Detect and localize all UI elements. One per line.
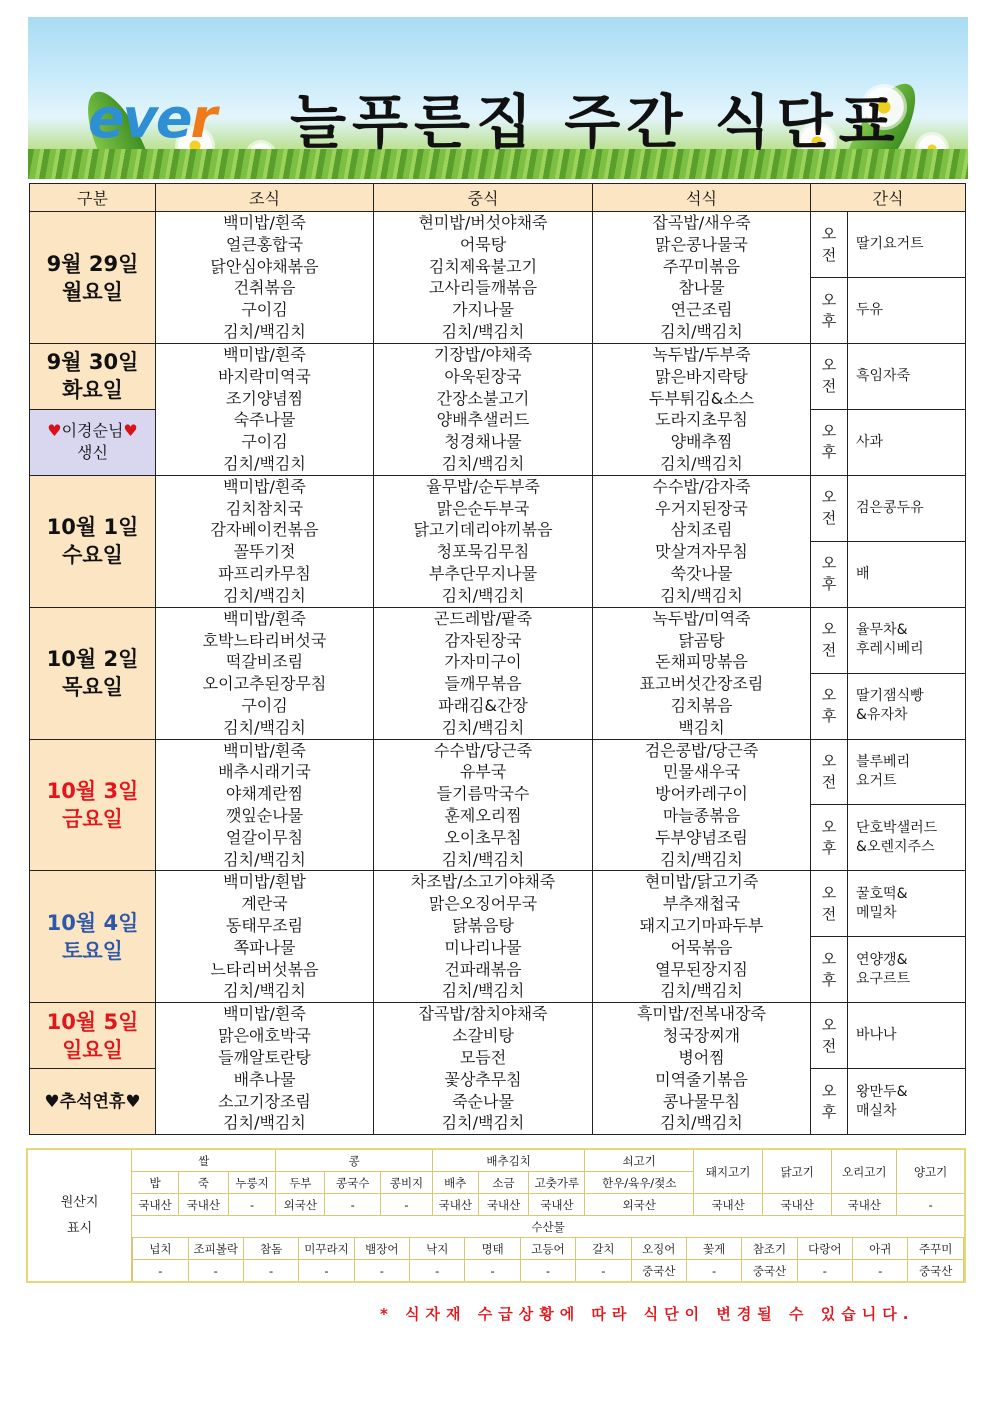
- holiday-note: [30, 1069, 156, 1135]
- menu-item: 청경채나물: [444, 432, 522, 452]
- origin-label: [27, 1149, 132, 1282]
- menu-item: 닭안심야채볶음: [210, 256, 319, 276]
- origin-item: 배추: [432, 1172, 478, 1194]
- menu-item: 구이김: [241, 300, 288, 320]
- lunch-cell: [374, 739, 593, 871]
- menu-item: 가지나물: [452, 300, 514, 320]
- snack-am: 바나나: [848, 1003, 966, 1069]
- menu-item: 오이고추된장무침: [202, 674, 327, 694]
- menu-item: 훈제오리찜: [444, 805, 522, 825]
- menu-item: 김치/백김치: [660, 981, 743, 1001]
- origin-item: 죽: [178, 1172, 228, 1194]
- seafood-value: -: [354, 1260, 409, 1282]
- menu-item: 김치/백김치: [660, 849, 743, 869]
- pm-label: 오 후: [811, 409, 848, 475]
- origin-value: 국내산: [694, 1194, 763, 1216]
- seafood-item: 참돔: [243, 1238, 298, 1260]
- menu-item: 참나물: [678, 278, 725, 298]
- ever-logo: ever: [88, 87, 216, 150]
- snack-pm: 연양갱& 요구르트: [848, 937, 966, 1003]
- origin-value: 국내산: [178, 1194, 228, 1216]
- day-date: 10월 3일: [46, 778, 139, 803]
- pm-label: 오 후: [811, 805, 848, 871]
- menu-item: 구이김: [241, 432, 288, 452]
- menu-item: 들깨알토란탕: [218, 1047, 311, 1067]
- menu-item: 얼큰홍합국: [225, 234, 304, 254]
- lunch-cell: [374, 1003, 593, 1135]
- snack-pm: 사과: [848, 409, 966, 475]
- menu-item: 김치/백김치: [441, 321, 525, 341]
- dinner-cell: [593, 871, 811, 1003]
- origin-item: 한우/육우/젖소: [585, 1172, 694, 1194]
- seafood-item: 아귀: [853, 1238, 908, 1260]
- menu-item: 소갈비탕: [452, 1026, 514, 1046]
- heart-icon: ♥: [123, 421, 138, 441]
- menu-item: 소고기장조림: [218, 1091, 311, 1111]
- lunch-cell: [374, 475, 593, 607]
- day-row: [30, 475, 966, 541]
- menu-item: 녹두밥/미역죽: [652, 608, 751, 628]
- change-notice: * 식자재 수급상황에 따라 식단이 변경될 수 있습니다.: [380, 1305, 915, 1323]
- day-weekday: 금요일: [62, 806, 123, 831]
- menu-item: 율무밥/순두부죽: [426, 476, 540, 496]
- menu-item: 연근조림: [670, 300, 733, 320]
- seafood-value: -: [299, 1260, 354, 1282]
- menu-item: 미역줄기볶음: [655, 1069, 748, 1089]
- am-label: 오 전: [811, 212, 848, 278]
- menu-body: [30, 212, 966, 1135]
- menu-item: 두부튀김&소스: [648, 388, 755, 408]
- menu-item: 얼갈이무침: [225, 827, 304, 847]
- dinner-cell: [593, 739, 811, 871]
- origin-group: 돼지고기: [694, 1149, 763, 1194]
- snack-am: 꿀호떡& 메밀차: [848, 871, 966, 937]
- origin-label-1: 원산지: [60, 1194, 99, 1210]
- day-label: [30, 607, 156, 739]
- menu-item: 김치/백김치: [223, 585, 306, 605]
- menu-item: 유부국: [459, 762, 507, 782]
- menu-item: 어묵볶음: [670, 937, 733, 957]
- pm-label: 오 후: [811, 673, 848, 739]
- menu-item: 부추재첩국: [662, 894, 741, 914]
- seafood-item: 고등어: [520, 1238, 575, 1260]
- menu-item: 김치/백김치: [223, 849, 306, 869]
- day-date: 10월 5일: [46, 1009, 139, 1034]
- menu-item: 돼지고기마파두부: [639, 915, 764, 935]
- dinner-cell: [593, 1003, 811, 1135]
- origin-value: 국내산: [832, 1194, 897, 1216]
- seafood-value: -: [853, 1260, 908, 1282]
- menu-item: 닭볶음탕: [452, 915, 514, 935]
- seafood-item: 다랑어: [797, 1238, 852, 1260]
- menu-item: 파래김&간장: [438, 695, 528, 715]
- menu-item: 건취볶음: [233, 278, 296, 298]
- menu-item: 양배추샐러드: [436, 410, 530, 430]
- menu-item: 현미밥/버섯야채죽: [418, 213, 548, 232]
- menu-item: 호박느타리버섯국: [202, 630, 327, 650]
- heart-icon: ♥: [125, 1091, 141, 1112]
- breakfast-cell: [156, 212, 374, 344]
- menu-item: 삼치조림: [670, 520, 733, 540]
- menu-item: 김치/백김치: [660, 453, 743, 473]
- lunch-cell: [374, 212, 593, 344]
- menu-item: 표고버섯간장조림: [639, 674, 764, 694]
- pm-label: 오 후: [811, 541, 848, 607]
- menu-item: 콩나물무침: [662, 1091, 741, 1111]
- day-weekday: 수요일: [62, 543, 123, 568]
- day-date: 9월 30일: [46, 350, 139, 375]
- menu-item: 검은콩밥/당근죽: [644, 740, 759, 760]
- menu-item: 김치/백김치: [660, 585, 743, 605]
- menu-item: 부추단무지나물: [428, 563, 538, 583]
- menu-item: 열무된장지짐: [655, 959, 748, 979]
- seafood-items-row: [132, 1238, 965, 1283]
- page-title: 늘푸른집 주간 식단표: [290, 88, 901, 156]
- snack-am: 흑임자죽: [848, 344, 966, 410]
- seafood-value: -: [133, 1260, 188, 1282]
- snack-pm: 딸기잼식빵 &유자차: [848, 673, 966, 739]
- seafood-item: 명태: [465, 1238, 520, 1260]
- menu-item: 수수밥/당근죽: [433, 740, 533, 760]
- origin-value: -: [897, 1194, 965, 1216]
- menu-item: 떡갈비조림: [225, 652, 304, 672]
- origin-item: 콩국수: [325, 1172, 381, 1194]
- day-label: [30, 739, 156, 871]
- snack-am: 율무차& 후레시베리: [848, 607, 966, 673]
- menu-item: 조기양념찜: [225, 388, 304, 408]
- snack-header: 간식: [811, 184, 966, 212]
- menu-item: 깻잎순나물: [225, 805, 304, 825]
- pm-label: 오 후: [811, 278, 848, 344]
- menu-item: 계란국: [241, 894, 288, 914]
- menu-item: 맑은오징어무국: [428, 894, 538, 914]
- seafood-value: -: [243, 1260, 298, 1282]
- day-weekday: 화요일: [62, 378, 123, 403]
- day-label: [30, 475, 156, 607]
- breakfast-cell: [156, 1003, 374, 1135]
- seafood-value: -: [188, 1260, 243, 1282]
- menu-item: 모듬전: [459, 1047, 507, 1067]
- breakfast-header: 조식: [156, 184, 374, 212]
- menu-header-row: [30, 184, 966, 212]
- menu-item: 김치/백김치: [441, 453, 525, 473]
- menu-item: 김치/백김치: [223, 717, 306, 737]
- menu-item: 민물새우국: [662, 762, 741, 782]
- menu-item: 김치참치국: [225, 498, 304, 518]
- day-weekday: 월요일: [62, 279, 123, 304]
- menu-item: 아욱된장국: [444, 366, 522, 386]
- seafood-item: 주꾸미: [908, 1238, 964, 1260]
- menu-item: 백미밥/흰죽: [223, 1004, 306, 1024]
- origin-group: 쇠고기: [585, 1149, 694, 1172]
- menu-item: 맑은애호박국: [218, 1026, 311, 1046]
- menu-item: 구이김: [241, 695, 288, 715]
- am-label: 오 전: [811, 344, 848, 410]
- menu-item: 쑥갓나물: [670, 563, 733, 583]
- seafood-item: 꽃게: [686, 1238, 741, 1260]
- origin-group: 오리고기: [832, 1149, 897, 1194]
- menu-item: 흑미밥/전복내장죽: [636, 1004, 767, 1024]
- menu-item: 백미밥/흰죽: [223, 740, 306, 760]
- breakfast-cell: [156, 475, 374, 607]
- origin-group: 쌀: [132, 1149, 276, 1172]
- menu-item: 수수밥/감자죽: [652, 476, 751, 496]
- menu-item: 죽순나물: [452, 1091, 514, 1111]
- origin-value: -: [228, 1194, 276, 1216]
- snack-pm: 배: [848, 541, 966, 607]
- seafood-item: 오징어: [631, 1238, 686, 1260]
- origin-value: -: [381, 1194, 433, 1216]
- menu-item: 김치/백김치: [223, 453, 306, 473]
- menu-item: 양배추찜: [670, 432, 733, 452]
- menu-item: 백미밥/흰죽: [223, 345, 306, 364]
- day-weekday: 목요일: [62, 675, 123, 700]
- menu-item: 마늘종볶음: [662, 805, 741, 825]
- menu-item: 배추시래기국: [218, 762, 311, 782]
- menu-item: 오이초무침: [444, 827, 522, 847]
- header-banner: [28, 17, 968, 179]
- snack-am: 딸기요거트: [848, 212, 966, 278]
- dinner-cell: [593, 607, 811, 739]
- menu-item: 배추나물: [233, 1069, 296, 1089]
- menu-item: 파프리카무침: [218, 563, 311, 583]
- menu-item: 백미밥/흰죽: [223, 476, 306, 496]
- origin-value: 국내산: [132, 1194, 179, 1216]
- menu-item: 맑은순두부국: [436, 498, 530, 518]
- menu-item: 백미밥/흰죽: [223, 213, 306, 232]
- birthday-name: 이경순님: [61, 421, 124, 441]
- menu-item: 김치/백김치: [441, 981, 525, 1001]
- menu-item: 김치/백김치: [441, 717, 525, 737]
- menu-item: 간장소불고기: [436, 388, 530, 408]
- seafood-item: 미꾸라지: [299, 1238, 354, 1260]
- day-date: 9월 29일: [46, 251, 139, 276]
- origin-value: -: [325, 1194, 381, 1216]
- origin-group: 콩: [276, 1149, 432, 1172]
- menu-item: 김치/백김치: [223, 321, 306, 341]
- menu-item: 들기름막국수: [436, 784, 530, 804]
- seafood-item: 갈치: [576, 1238, 631, 1260]
- origin-value: 외국산: [276, 1194, 325, 1216]
- menu-item: 차조밥/소고기야채죽: [410, 872, 556, 892]
- day-label: [30, 212, 156, 344]
- lunch-cell: [374, 871, 593, 1003]
- birthday-note: [30, 409, 156, 475]
- day-date: 10월 1일: [46, 515, 139, 540]
- menu-item: 김치/백김치: [441, 585, 525, 605]
- day-weekday: 토요일: [62, 938, 123, 963]
- breakfast-cell: [156, 739, 374, 871]
- category-header: 구분: [30, 184, 156, 212]
- snack-am: 검은콩두유: [848, 475, 966, 541]
- day-row: [30, 344, 966, 410]
- menu-item: 느타리버섯볶음: [210, 959, 319, 979]
- menu-item: 감자된장국: [444, 630, 522, 650]
- menu-item: 돈채피망볶음: [655, 652, 748, 672]
- dinner-cell: [593, 475, 811, 607]
- day-weekday: 일요일: [62, 1037, 123, 1062]
- origin-item: 누룽지: [228, 1172, 276, 1194]
- origin-group: 배추김치: [432, 1149, 584, 1172]
- menu-item: 쪽파나물: [233, 937, 296, 957]
- menu-item: 건파래볶음: [444, 959, 522, 979]
- menu-item: 맑은콩나물국: [655, 234, 748, 254]
- am-label: 오 전: [811, 475, 848, 541]
- menu-item: 동태무조림: [225, 915, 304, 935]
- seafood-item: 낙지: [410, 1238, 465, 1260]
- seafood-value: -: [410, 1260, 465, 1282]
- breakfast-cell: [156, 344, 374, 476]
- am-label: 오 전: [811, 1003, 848, 1069]
- day-label: [30, 871, 156, 1003]
- seafood-value: -: [576, 1260, 631, 1282]
- seafood-value: -: [797, 1260, 852, 1282]
- menu-item: 백미밥/흰죽: [223, 608, 306, 628]
- origin-value: 국내산: [529, 1194, 585, 1216]
- birthday-label: 생신: [77, 443, 108, 463]
- seafood-value: 중국산: [631, 1260, 686, 1282]
- menu-item: 김치볶음: [670, 695, 733, 715]
- pm-label: 오 후: [811, 937, 848, 1003]
- menu-item: 녹두밥/두부죽: [652, 345, 751, 364]
- seafood-item: 넙치: [133, 1238, 188, 1260]
- seafood-value: -: [465, 1260, 520, 1282]
- menu-item: 미나리나물: [444, 937, 522, 957]
- seafood-item: 조피볼락: [188, 1238, 243, 1260]
- menu-item: 기장밥/야채죽: [433, 345, 533, 364]
- menu-item: 가자미구이: [444, 652, 522, 672]
- menu-item: 두부양념조림: [655, 827, 748, 847]
- weekly-menu-table: [29, 183, 966, 1135]
- seafood-table: [132, 1238, 964, 1281]
- origin-item: 콩비지: [381, 1172, 433, 1194]
- snack-pm: 왕만두& 매실차: [848, 1069, 966, 1135]
- menu-item: 곤드레밥/팥죽: [433, 608, 533, 628]
- menu-item: 어묵탕: [459, 234, 507, 254]
- origin-value: 국내산: [478, 1194, 529, 1216]
- menu-item: 맑은바지락탕: [655, 366, 748, 386]
- origin-item: 고춧가루: [529, 1172, 585, 1194]
- origin-item: 밥: [132, 1172, 179, 1194]
- menu-item: 맛살겨자무침: [655, 542, 748, 562]
- origin-value: 국내산: [763, 1194, 832, 1216]
- origin-value: 국내산: [432, 1194, 478, 1216]
- heart-icon: ♥: [47, 421, 62, 441]
- menu-item: 꽃상추무침: [444, 1069, 522, 1089]
- menu-item: 현미밥/닭고기죽: [644, 872, 759, 892]
- menu-item: 김치/백김치: [660, 1113, 743, 1133]
- origin-label-2: 표시: [67, 1220, 93, 1236]
- menu-item: 백김치: [678, 717, 725, 737]
- seafood-header: 수산물: [132, 1216, 965, 1238]
- menu-item: 닭고기데리야끼볶음: [413, 520, 553, 540]
- day-row: [30, 212, 966, 278]
- menu-item: 김치/백김치: [660, 321, 743, 341]
- am-label: 오 전: [811, 607, 848, 673]
- day-row: [30, 607, 966, 673]
- origin-group: 닭고기: [763, 1149, 832, 1194]
- menu-item: 숙주나물: [233, 410, 296, 430]
- menu-item: 주꾸미볶음: [662, 256, 741, 276]
- day-date: 10월 2일: [46, 647, 139, 672]
- dinner-cell: [593, 344, 811, 476]
- snack-pm: 두유: [848, 278, 966, 344]
- menu-item: 야채계란찜: [225, 784, 304, 804]
- menu-item: 김치/백김치: [223, 981, 306, 1001]
- origin-table: [26, 1148, 966, 1283]
- menu-item: 김치/백김치: [441, 1113, 525, 1133]
- menu-item: 잡곡밥/새우죽: [652, 213, 751, 232]
- day-row: [30, 1003, 966, 1069]
- menu-item: 바지락미역국: [218, 366, 311, 386]
- seafood-value: 중국산: [742, 1260, 797, 1282]
- menu-item: 김치/백김치: [441, 849, 525, 869]
- menu-item: 청포묵김무침: [436, 542, 530, 562]
- menu-item: 백미밥/흰밥: [223, 872, 306, 892]
- day-label: [30, 344, 156, 410]
- day-date: 10월 4일: [46, 910, 139, 935]
- day-row: [30, 739, 966, 805]
- menu-item: 꼴뚜기젓: [233, 542, 296, 562]
- am-label: 오 전: [811, 871, 848, 937]
- heart-icon: ♥: [44, 1091, 60, 1112]
- menu-item: 잡곡밥/참치야채죽: [418, 1004, 548, 1024]
- seafood-value: 중국산: [908, 1260, 964, 1282]
- day-row: [30, 871, 966, 937]
- day-label: [30, 1003, 156, 1069]
- menu-item: 고사리들깨볶음: [428, 278, 538, 298]
- menu-item: 도라지초무침: [655, 410, 748, 430]
- seafood-value: -: [520, 1260, 575, 1282]
- lunch-cell: [374, 607, 593, 739]
- menu-item: 우거지된장국: [655, 498, 748, 518]
- seafood-value: -: [686, 1260, 741, 1282]
- menu-item: 청국장찌개: [662, 1026, 741, 1046]
- lunch-cell: [374, 344, 593, 476]
- dinner-cell: [593, 212, 811, 344]
- breakfast-cell: [156, 607, 374, 739]
- pm-label: 오 후: [811, 1069, 848, 1135]
- menu-item: 김치/백김치: [223, 1113, 306, 1133]
- snack-am: 블루베리 요거트: [848, 739, 966, 805]
- menu-item: 방어카레구이: [655, 784, 748, 804]
- origin-item: 소금: [478, 1172, 529, 1194]
- breakfast-cell: [156, 871, 374, 1003]
- dinner-header: 석식: [593, 184, 811, 212]
- menu-item: 병어찜: [678, 1047, 725, 1067]
- snack-pm: 단호박샐러드 &오렌지주스: [848, 805, 966, 871]
- am-label: 오 전: [811, 739, 848, 805]
- menu-item: 들깨무볶음: [444, 674, 522, 694]
- lunch-header: 중식: [374, 184, 593, 212]
- seafood-item: 뱀장어: [354, 1238, 409, 1260]
- menu-item: 김치제육불고기: [428, 256, 538, 276]
- origin-value: 외국산: [585, 1194, 694, 1216]
- seafood-item: 참조기: [742, 1238, 797, 1260]
- origin-item: 두부: [276, 1172, 325, 1194]
- menu-item: 감자베이컨볶음: [210, 520, 319, 540]
- menu-item: 닭곰탕: [678, 630, 725, 650]
- holiday-label: 추석연휴: [59, 1091, 126, 1112]
- origin-group: 양고기: [897, 1149, 965, 1194]
